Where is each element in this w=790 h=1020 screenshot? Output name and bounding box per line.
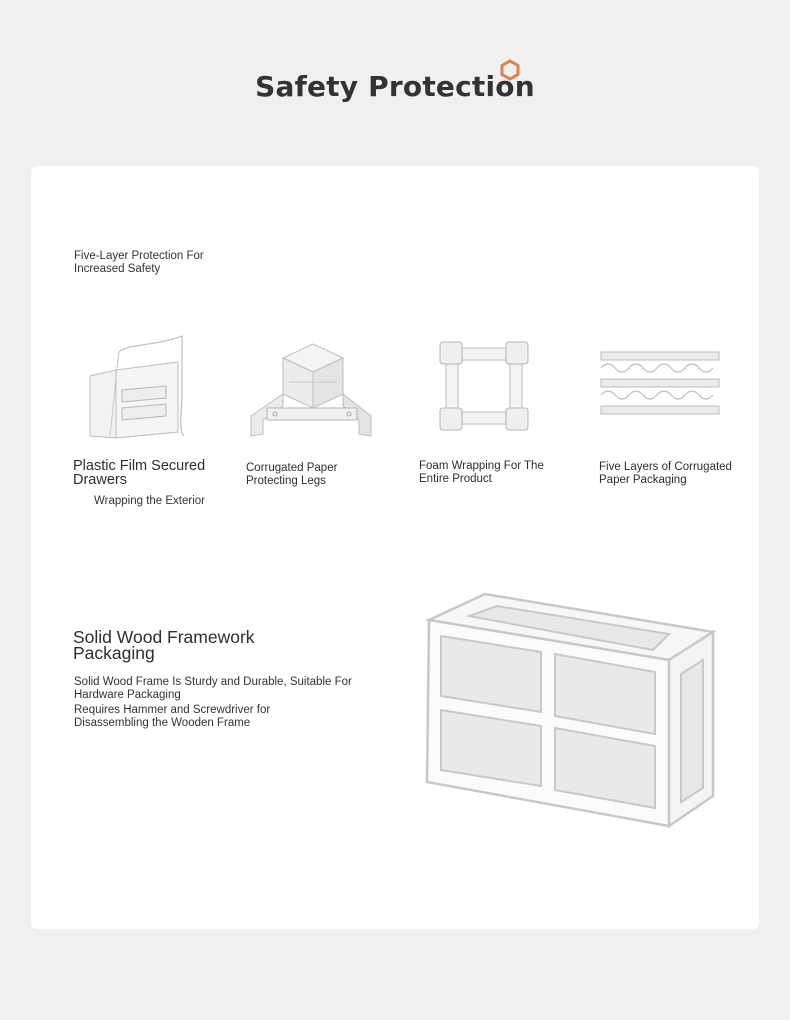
foam-frame-icon [438,340,530,434]
feature-title-plastic-film: Plastic Film Secured Drawers [73,458,206,488]
hexagon-outline-icon [499,59,521,83]
feature-title-foam-wrapping: Foam Wrapping For The Entire Product [419,460,544,485]
wood-description-2: Requires Hammer and Screwdriver for Disassembling the Wooden Frame [74,704,271,729]
intro-text: Five-Layer Protection For Increased Safety [74,250,204,275]
wrapped-drawer-icon [86,332,186,442]
feature-title-corrugated-legs: Corrugated Paper Protecting Legs [246,462,338,487]
header [0,0,790,160]
wood-description-1: Solid Wood Frame Is Sturdy and Durable, Suitable For Hardware Packaging [74,676,352,701]
corrugated-layers-icon [599,350,721,418]
feature-subtitle-plastic-film: Wrapping the Exterior [94,495,206,507]
content-card [31,166,759,929]
wood-section-title: Solid Wood Framework Packaging [73,627,255,663]
feature-title-corrugated-layers: Five Layers of Corrugated Paper Packaging [599,461,732,486]
corner-protector-icon [249,342,375,438]
page-title: Safety Protection [255,70,535,103]
wooden-crate-icon [425,590,717,830]
